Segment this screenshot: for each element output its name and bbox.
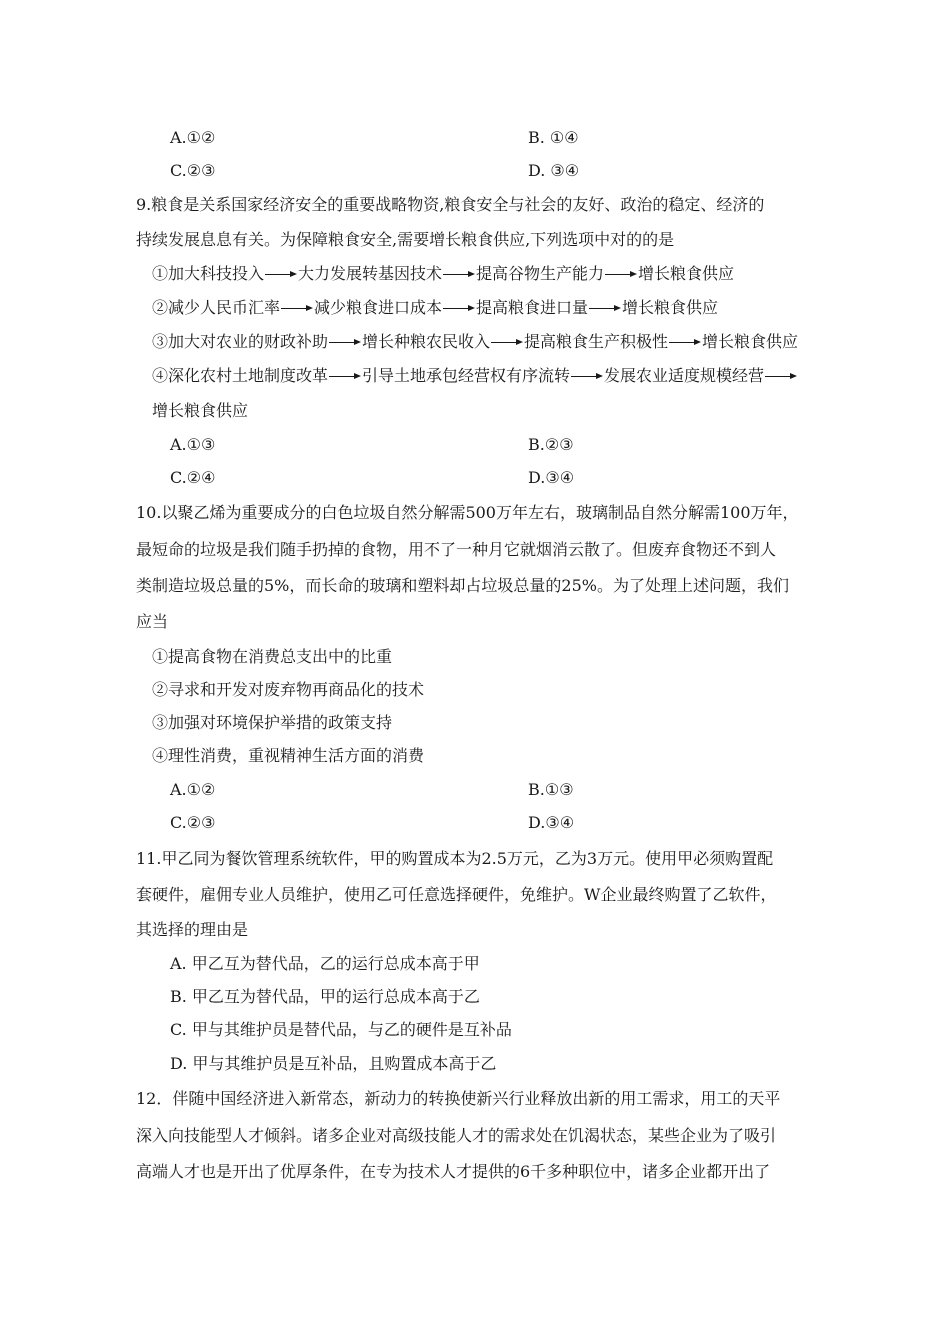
- q11-option-b: B. 甲乙互为替代品，甲的运行总成本高于乙: [170, 987, 480, 1006]
- q12-stem-line-2: 深入向技能型人才倾斜。诸多企业对高级技能人才的需求处在饥渴状态，某些企业为了吸引: [136, 1126, 777, 1145]
- q10-stem-line-4: 应当: [136, 612, 169, 631]
- chain-step: 引导土地承包经营权有序流转: [362, 366, 571, 385]
- q10-option-b: B.①③: [528, 780, 574, 799]
- chain-step: ③加大对农业的财政补助: [152, 332, 329, 351]
- arrow-right-icon: [329, 370, 361, 382]
- q9-stem-line-1: 9.粮食是关系国家经济安全的重要战略物资,粮食安全与社会的友好、政治的稳定、经济的: [136, 195, 765, 214]
- arrow-right-icon: [265, 268, 297, 280]
- arrow-right-icon: [443, 302, 475, 314]
- chain-step: 提高谷物生产能力: [476, 264, 605, 283]
- arrow-right-icon: [443, 268, 475, 280]
- q8-option-a: A.①②: [170, 128, 216, 147]
- q12-stem-line-3: 高端人才也是开出了优厚条件，在专为技术人才提供的6千多种职位中，诸多企业都开出了: [136, 1162, 771, 1181]
- q8-option-c: C.②③: [170, 161, 216, 180]
- chain-step: 发展农业适度规模经营: [604, 366, 765, 385]
- q10-stem-line-2: 最短命的垃圾是我们随手扔掉的食物，用不了一种月它就烟消云散了。但废弃食物还不到人: [136, 540, 777, 559]
- q9-option-d: D.③④: [528, 468, 575, 487]
- arrow-right-icon: [765, 370, 797, 382]
- arrow-right-icon: [281, 302, 313, 314]
- q9-chain-4: [152, 366, 798, 386]
- q10-item-1: ①提高食物在消费总支出中的比重: [152, 647, 393, 666]
- chain-step: 增长粮食供应: [638, 264, 735, 283]
- q12-stem-line-1: 12．伴随中国经济进入新常态，新动力的转换使新兴行业释放出新的用工需求，用工的天平: [136, 1089, 781, 1108]
- q9-option-b: B.②③: [528, 435, 574, 454]
- arrow-right-icon: [669, 336, 701, 348]
- arrow-right-icon: [589, 302, 621, 314]
- chain-step: 增长粮食供应: [622, 298, 719, 317]
- chain-step: ④深化农村土地制度改革: [152, 366, 329, 385]
- q9-option-c: C.②④: [170, 468, 216, 487]
- q11-option-a: A. 甲乙互为替代品，乙的运行总成本高于甲: [170, 954, 480, 973]
- q11-stem-line-1: 11.甲乙同为餐饮管理系统软件，甲的购置成本为2.5万元，乙为3万元。使用甲必须购置配: [136, 849, 774, 868]
- arrow-right-icon: [605, 268, 637, 280]
- q9-stem-line-2: 持续发展息息有关。为保障粮食安全,需要增长粮食供应,下列选项中对的的是: [136, 230, 675, 249]
- chain-step: ①加大科技投入: [152, 264, 265, 283]
- q11-option-d: D. 甲与其维护员是互补品，且购置成本高于乙: [170, 1054, 497, 1073]
- q9-option-a: A.①③: [170, 435, 216, 454]
- arrow-right-icon: [329, 336, 361, 348]
- arrow-right-icon: [491, 336, 523, 348]
- q10-option-d: D.③④: [528, 813, 575, 832]
- q10-stem-line-3: 类制造垃圾总量的5%，而长命的玻璃和塑料却占垃圾总量的25%。为了处理上述问题，我们: [136, 576, 789, 595]
- chain-step: 增长粮食供应: [702, 332, 799, 351]
- q11-stem-line-2: 套硬件，雇佣专业人员维护，使用乙可任意选择硬件，免维护。W企业最终购置了乙软件，: [136, 885, 777, 904]
- q10-option-c: C.②③: [170, 813, 216, 832]
- q8-option-b: B. ①④: [528, 128, 579, 147]
- chain-step: 减少粮食进口成本: [314, 298, 443, 317]
- q11-stem-line-3: 其选择的理由是: [136, 920, 249, 939]
- chain-step: 提高粮食进口量: [476, 298, 589, 317]
- q8-option-d: D. ③④: [528, 161, 580, 180]
- chain-step: 提高粮食生产积极性: [524, 332, 669, 351]
- q9-chain-3: [152, 332, 798, 352]
- q10-item-2: ②寻求和开发对废弃物再商品化的技术: [152, 680, 425, 699]
- q10-item-4: ④理性消费，重视精神生活方面的消费: [152, 746, 425, 765]
- chain-step: 增长种粮农民收入: [362, 332, 491, 351]
- chain-step: ②减少人民币汇率: [152, 298, 281, 317]
- q10-stem-line-1: 10.以聚乙烯为重要成分的白色垃圾自然分解需500万年左右，玻璃制品自然分解需100万年，: [136, 503, 799, 522]
- q9-chain-2: [152, 298, 718, 318]
- arrow-right-icon: [571, 370, 603, 382]
- q9-chain-4-end: 增长粮食供应: [152, 401, 249, 420]
- chain-step: 大力发展转基因技术: [298, 264, 443, 283]
- q9-chain-1: [152, 264, 734, 284]
- q11-option-c: C. 甲与其维护员是替代品，与乙的硬件是互补品: [170, 1020, 512, 1039]
- q10-option-a: A.①②: [170, 780, 216, 799]
- q10-item-3: ③加强对环境保护举措的政策支持: [152, 713, 393, 732]
